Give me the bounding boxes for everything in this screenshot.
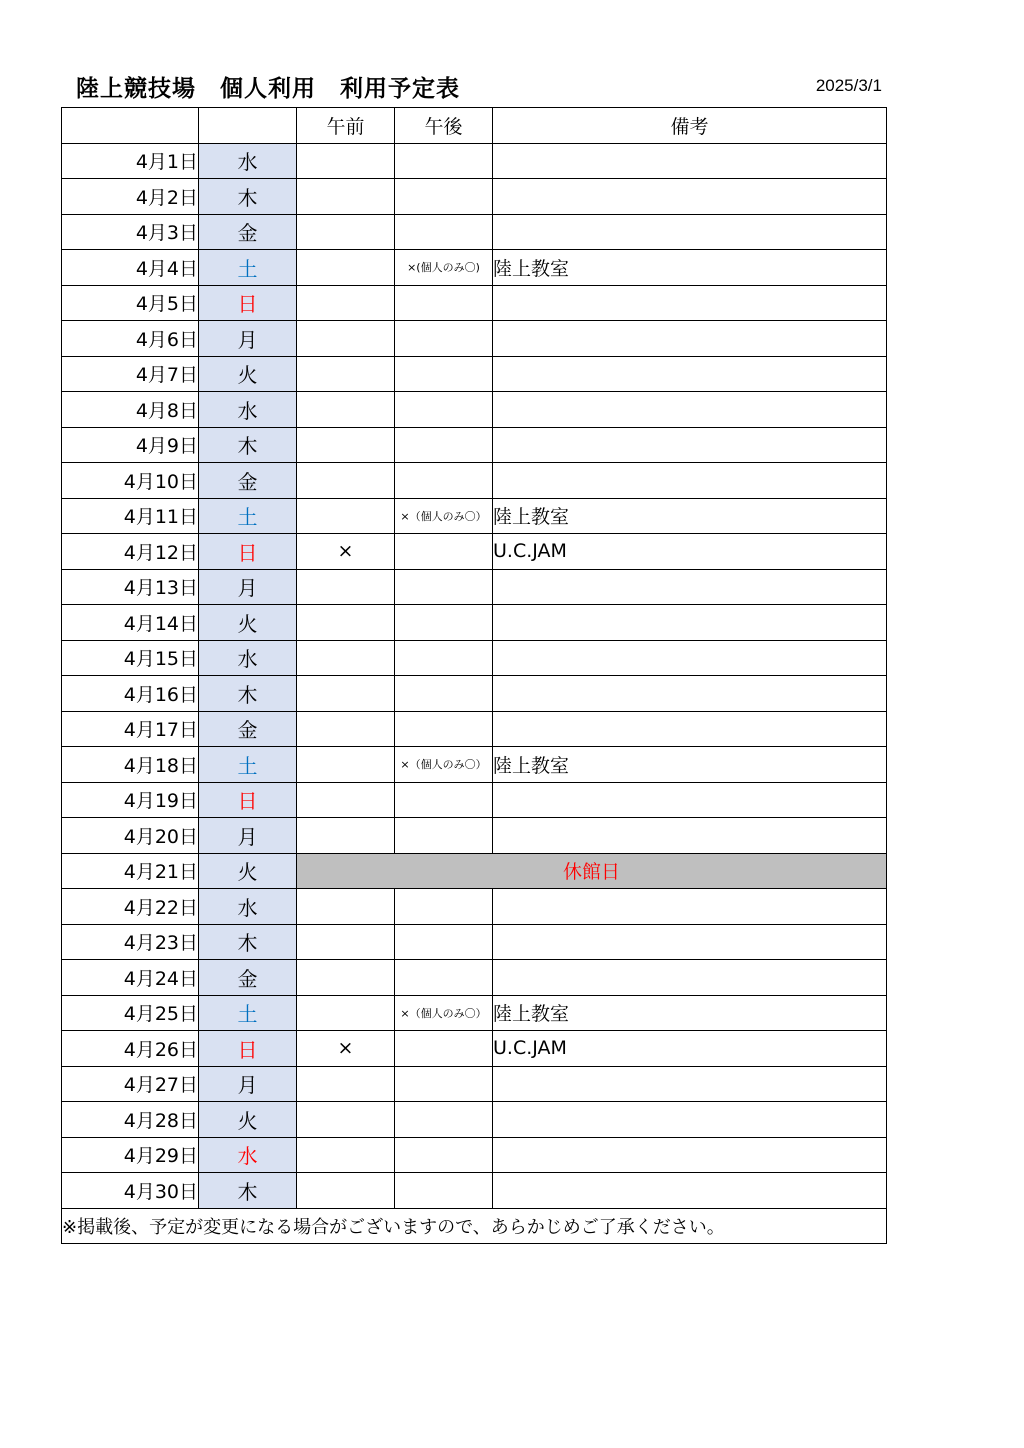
morning-cell (297, 676, 395, 712)
table-row (62, 924, 887, 960)
day-of-week-cell: 水 (199, 640, 297, 676)
remarks-cell: 陸上教室 (493, 995, 887, 1031)
day-of-week-cell: 水 (199, 889, 297, 925)
morning-cell (297, 356, 395, 392)
table-row (62, 356, 887, 392)
table-row (62, 534, 887, 570)
date-cell: 4月13日 (62, 569, 199, 605)
remarks-cell (493, 818, 887, 854)
table-row (62, 569, 887, 605)
remarks-cell (493, 605, 887, 641)
table-row (62, 853, 887, 889)
remarks-cell (493, 143, 887, 179)
footer-note: ※掲載後、予定が変更になる場合がございますので、あらかじめご了承ください。 (62, 1208, 887, 1244)
day-of-week-cell: 木 (199, 676, 297, 712)
morning-cell (297, 889, 395, 925)
afternoon-cell (395, 676, 493, 712)
day-of-week-cell: 土 (199, 747, 297, 783)
day-of-week-cell: 月 (199, 1066, 297, 1102)
remarks-cell (493, 321, 887, 357)
date-cell: 4月3日 (62, 214, 199, 250)
morning-cell (297, 392, 395, 428)
remarks-cell: 陸上教室 (493, 498, 887, 534)
table-row (62, 1031, 887, 1067)
morning-cell (297, 498, 395, 534)
day-of-week-cell: 日 (199, 285, 297, 321)
day-of-week-cell: 木 (199, 924, 297, 960)
date-cell: 4月22日 (62, 889, 199, 925)
date-cell: 4月4日 (62, 250, 199, 286)
remarks-cell (493, 1137, 887, 1173)
afternoon-cell: ×(個人のみ〇) (395, 250, 493, 286)
morning-cell (297, 924, 395, 960)
day-of-week-cell: 木 (199, 427, 297, 463)
schedule-table (61, 107, 887, 1244)
issue-date: 2025/3/1 (815, 76, 882, 95)
table-row (62, 321, 887, 357)
date-cell: 4月2日 (62, 179, 199, 215)
date-cell: 4月1日 (62, 143, 199, 179)
morning-cell: × (297, 1031, 395, 1067)
table-row (62, 463, 887, 499)
remarks-cell (493, 782, 887, 818)
header-remarks: 備考 (493, 108, 887, 144)
date-cell: 4月29日 (62, 1137, 199, 1173)
morning-cell (297, 960, 395, 996)
day-of-week-cell: 木 (199, 179, 297, 215)
date-cell: 4月7日 (62, 356, 199, 392)
date-cell: 4月19日 (62, 782, 199, 818)
afternoon-cell (395, 818, 493, 854)
remarks-cell (493, 889, 887, 925)
page-title: 陸上競技場 個人利用 利用予定表 (76, 76, 460, 102)
afternoon-cell: ×（個人のみ〇） (395, 995, 493, 1031)
remarks-cell: U.C.JAM (493, 534, 887, 570)
closed-day-cell: 休館日 (297, 853, 887, 889)
remarks-cell (493, 427, 887, 463)
afternoon-cell (395, 605, 493, 641)
morning-cell (297, 1102, 395, 1138)
day-of-week-cell: 金 (199, 214, 297, 250)
afternoon-cell (395, 782, 493, 818)
day-of-week-cell: 土 (199, 995, 297, 1031)
footer-row (62, 1208, 887, 1244)
afternoon-cell (395, 285, 493, 321)
remarks-cell: 陸上教室 (493, 747, 887, 783)
afternoon-cell (395, 924, 493, 960)
remarks-cell (493, 640, 887, 676)
day-of-week-cell: 金 (199, 960, 297, 996)
morning-cell (297, 1137, 395, 1173)
morning-cell (297, 995, 395, 1031)
day-of-week-cell: 水 (199, 1137, 297, 1173)
day-of-week-cell: 土 (199, 250, 297, 286)
day-of-week-cell: 木 (199, 1173, 297, 1209)
table-row (62, 605, 887, 641)
table-row (62, 392, 887, 428)
morning-cell (297, 214, 395, 250)
table-row (62, 143, 887, 179)
table-row (62, 498, 887, 534)
header-day-of-week (199, 108, 297, 144)
afternoon-cell (395, 463, 493, 499)
table-row (62, 676, 887, 712)
day-of-week-cell: 金 (199, 463, 297, 499)
morning-cell (297, 782, 395, 818)
date-cell: 4月12日 (62, 534, 199, 570)
remarks-cell (493, 924, 887, 960)
morning-cell (297, 1066, 395, 1102)
date-cell: 4月11日 (62, 498, 199, 534)
afternoon-cell (395, 179, 493, 215)
afternoon-cell (395, 1137, 493, 1173)
afternoon-cell: ×（個人のみ〇） (395, 747, 493, 783)
table-row (62, 214, 887, 250)
remarks-cell (493, 463, 887, 499)
date-cell: 4月26日 (62, 1031, 199, 1067)
table-row (62, 1066, 887, 1102)
remarks-cell (493, 179, 887, 215)
morning-cell (297, 250, 395, 286)
afternoon-cell (395, 143, 493, 179)
morning-cell (297, 321, 395, 357)
afternoon-cell (395, 640, 493, 676)
day-of-week-cell: 日 (199, 534, 297, 570)
morning-cell (297, 427, 395, 463)
header-afternoon: 午後 (395, 108, 493, 144)
date-cell: 4月14日 (62, 605, 199, 641)
date-cell: 4月27日 (62, 1066, 199, 1102)
day-of-week-cell: 火 (199, 356, 297, 392)
morning-cell (297, 143, 395, 179)
afternoon-cell (395, 1102, 493, 1138)
remarks-cell (493, 711, 887, 747)
remarks-cell (493, 960, 887, 996)
afternoon-cell (395, 427, 493, 463)
afternoon-cell (395, 214, 493, 250)
date-cell: 4月9日 (62, 427, 199, 463)
table-row (62, 1137, 887, 1173)
morning-cell (297, 1173, 395, 1209)
header-row (62, 108, 887, 144)
table-row (62, 285, 887, 321)
remarks-cell (493, 1102, 887, 1138)
afternoon-cell (395, 711, 493, 747)
table-row (62, 818, 887, 854)
remarks-cell: 陸上教室 (493, 250, 887, 286)
table-row (62, 995, 887, 1031)
header-date (62, 108, 199, 144)
remarks-cell (493, 676, 887, 712)
day-of-week-cell: 水 (199, 392, 297, 428)
header-morning: 午前 (297, 108, 395, 144)
afternoon-cell (395, 569, 493, 605)
remarks-cell (493, 356, 887, 392)
afternoon-cell (395, 356, 493, 392)
date-cell: 4月20日 (62, 818, 199, 854)
remarks-cell: U.C.JAM (493, 1031, 887, 1067)
day-of-week-cell: 月 (199, 321, 297, 357)
afternoon-cell (395, 889, 493, 925)
morning-cell (297, 285, 395, 321)
day-of-week-cell: 火 (199, 605, 297, 641)
morning-cell (297, 605, 395, 641)
day-of-week-cell: 土 (199, 498, 297, 534)
afternoon-cell (395, 321, 493, 357)
day-of-week-cell: 火 (199, 853, 297, 889)
table-row (62, 179, 887, 215)
morning-cell: × (297, 534, 395, 570)
remarks-cell (493, 1066, 887, 1102)
table-row (62, 960, 887, 996)
table-row (62, 889, 887, 925)
afternoon-cell (395, 1173, 493, 1209)
table-row (62, 1173, 887, 1209)
morning-cell (297, 818, 395, 854)
date-cell: 4月6日 (62, 321, 199, 357)
table-row (62, 782, 887, 818)
table-row (62, 427, 887, 463)
day-of-week-cell: 水 (199, 143, 297, 179)
date-cell: 4月25日 (62, 995, 199, 1031)
table-row (62, 640, 887, 676)
date-cell: 4月21日 (62, 853, 199, 889)
remarks-cell (493, 1173, 887, 1209)
remarks-cell (493, 569, 887, 605)
table-row (62, 1102, 887, 1138)
date-cell: 4月8日 (62, 392, 199, 428)
table-row (62, 711, 887, 747)
day-of-week-cell: 日 (199, 782, 297, 818)
date-cell: 4月18日 (62, 747, 199, 783)
table-row (62, 747, 887, 783)
afternoon-cell (395, 392, 493, 428)
day-of-week-cell: 月 (199, 818, 297, 854)
remarks-cell (493, 285, 887, 321)
afternoon-cell (395, 1066, 493, 1102)
afternoon-cell (395, 1031, 493, 1067)
date-cell: 4月24日 (62, 960, 199, 996)
day-of-week-cell: 日 (199, 1031, 297, 1067)
remarks-cell (493, 214, 887, 250)
date-cell: 4月15日 (62, 640, 199, 676)
morning-cell (297, 711, 395, 747)
day-of-week-cell: 金 (199, 711, 297, 747)
afternoon-cell (395, 534, 493, 570)
date-cell: 4月5日 (62, 285, 199, 321)
morning-cell (297, 640, 395, 676)
afternoon-cell: ×（個人のみ〇） (395, 498, 493, 534)
morning-cell (297, 463, 395, 499)
day-of-week-cell: 火 (199, 1102, 297, 1138)
schedule-body (62, 143, 887, 1208)
morning-cell (297, 569, 395, 605)
date-cell: 4月23日 (62, 924, 199, 960)
morning-cell (297, 179, 395, 215)
date-cell: 4月10日 (62, 463, 199, 499)
remarks-cell (493, 392, 887, 428)
table-row (62, 250, 887, 286)
date-cell: 4月16日 (62, 676, 199, 712)
date-cell: 4月30日 (62, 1173, 199, 1209)
afternoon-cell (395, 960, 493, 996)
morning-cell (297, 747, 395, 783)
date-cell: 4月17日 (62, 711, 199, 747)
day-of-week-cell: 月 (199, 569, 297, 605)
date-cell: 4月28日 (62, 1102, 199, 1138)
